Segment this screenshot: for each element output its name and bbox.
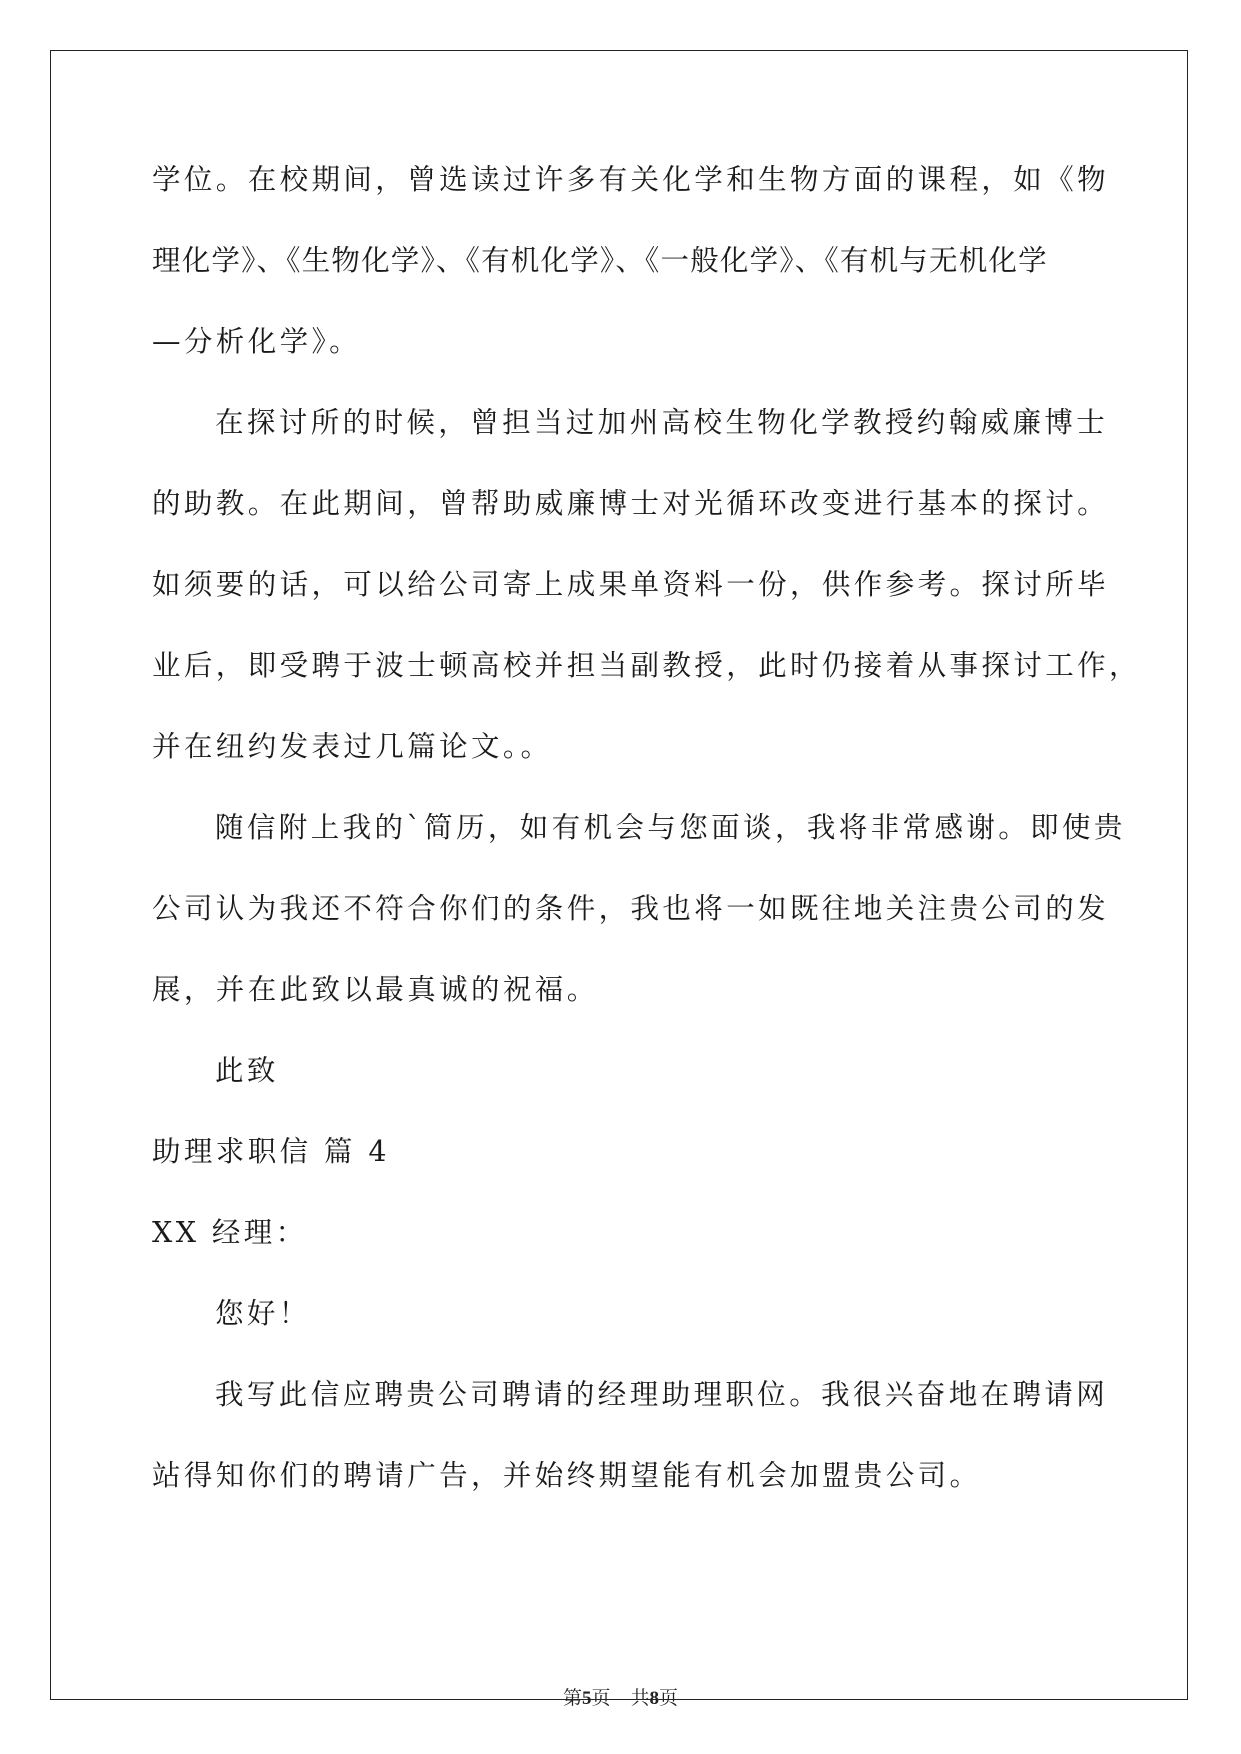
footer-page-suffix: 页	[591, 1687, 611, 1709]
document-body	[152, 160, 1141, 1537]
footer-total-suffix: 页	[659, 1687, 679, 1709]
text-line: 展，并在此致以最真诚的祝福。	[152, 973, 599, 1006]
closing-salutation: 此致	[215, 1054, 279, 1087]
recipient-line: XX 经理：	[152, 1216, 308, 1249]
text-line: —分析化学》。	[152, 325, 362, 358]
greeting-line: 您好！	[215, 1297, 311, 1330]
current-page-number: 5	[581, 1688, 592, 1709]
text-line: 在探讨所的时候，曾担当过加州高校生物化学教授约翰威廉博士	[215, 406, 1109, 439]
text-line: 理化学》、《生物化学》、《有机化学》、《一般化学》、《有机与无机化学	[152, 244, 1048, 277]
text-line: 的助教。在此期间，曾帮助威廉博士对光循环改变进行基本的探讨。	[152, 487, 1110, 520]
footer-total-prefix: 共	[630, 1687, 650, 1709]
total-page-count: 8	[649, 1688, 660, 1709]
text-line: 学位。在校期间，曾选读过许多有关化学和生物方面的课程，如《物	[152, 163, 1110, 196]
text-line: 业后，即受聘于波士顿高校并担当副教授，此时仍接着从事探讨工作，	[152, 649, 1141, 682]
text-line: 如须要的话，可以给公司寄上成果单资料一份，供作参考。探讨所毕	[152, 568, 1110, 601]
section-heading: 助理求职信 篇 4	[152, 1135, 390, 1168]
text-line: 我写此信应聘贵公司聘请的经理助理职位。我很兴奋地在聘请网	[215, 1378, 1109, 1411]
text-line: 并在纽约发表过几篇论文。。	[152, 730, 553, 763]
text-line: 站得知你们的聘请广告，并始终期望能有机会加盟贵公司。	[152, 1459, 982, 1492]
text-line: 公司认为我还不符合你们的条件，我也将一如既往地关注贵公司的发	[152, 892, 1110, 925]
text-line: 随信附上我的`简历，如有机会与您面谈，我将非常感谢。即使贵	[215, 811, 1126, 844]
footer-prefix: 第	[562, 1687, 582, 1709]
page-footer	[0, 1683, 1241, 1710]
